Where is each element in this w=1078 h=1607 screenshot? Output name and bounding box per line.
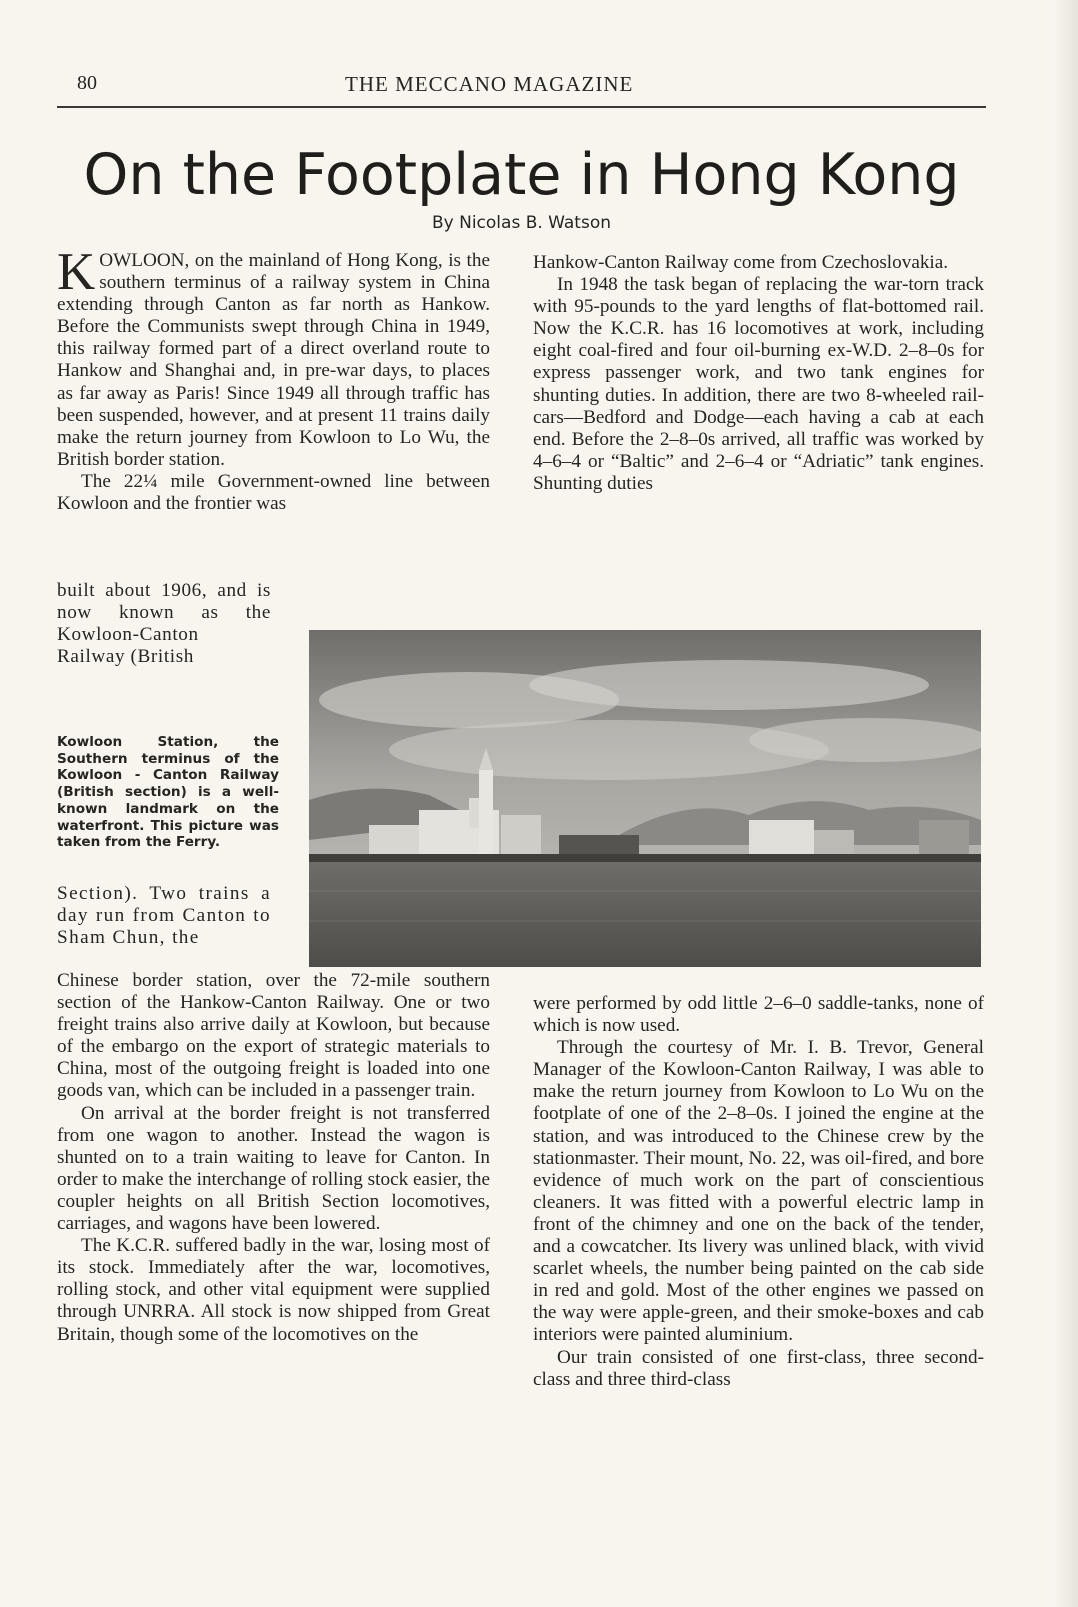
right-column-top: Hankow-Canton Railway come from Czechoslovakia. In 1948 the task began of replacing the war-torn track with 95-pounds to the yard lengths of flat-bottomed rail. Now the K.C.R. has 16 locomotives at work, including eight coal-fired and four oil-burning ex-W.D. 2–8–0s for express passenger work, and two tank engines for shunting duties. In addition, there are two 8-wheeled rail-cars—Bedford and Dodge—each having a cab at each end. Before the 2–8–0s arrived, all traffic was worked by 4–6–4 or “Baltic” and 2–6–4 or “Adriatic” tank engines. Shunting duties: [533, 252, 984, 494]
paragraph-intro: KOWLOON, on the mainland of Hong Kong, is the southern terminus of a railway system in China extending through Canton as far north as Hankow. Before the Communists swept through China in 1949, this railway formed part of a direct overland route to Hankow and Shanghai and, in pre-war days, to places as far away as Paris! Since 1949 all through traffic has been suspended, however, and at present 11 trains daily make the return journey from Kowloon to Lo Wu, the British border station.: [57, 243, 490, 470]
paragraph: In 1948 the task began of replacing the war-torn track with 95-pounds to the yard lengths of flat-bottomed rail. Now the K.C.R. has 16 locomotives at work, including eight coal-fired and four oil-burning ex-W.D. 2–8–0s for express passenger work, and two tank engines for shunting duties. In addition, there are two 8-wheeled rail-cars—Bedford and Dodge—each having a cab at each end. Before the 2–8–0s arrived, all traffic was worked by 4–6–4 or “Baltic” and 2–6–4 or “Adriatic” tank engines. Shunting duties: [533, 274, 984, 494]
kowloon-station-photo: [309, 630, 981, 967]
drop-cap: K: [57, 243, 96, 301]
paragraph: The 22¼ mile Government-owned line between Kowloon and the frontier was: [57, 470, 490, 515]
left-column-narrow-bottom: Section). Two trains a day run from Canton to Sham Chun, the: [57, 883, 271, 949]
article-byline: By Nicolas B. Watson: [431, 213, 612, 233]
magazine-running-head: THE MECCANO MAGAZINE: [345, 72, 634, 96]
header-rule: [57, 106, 986, 108]
paragraph: On arrival at the border freight is not transferred from one wagon to another. Instead the wagon is shunted on to a train waiting to leave for Canton. In order to make the interchange of rolling stock easier, the coupler heights on all British Section locomotives, carriages, and wagons have been lowered.: [57, 1102, 490, 1235]
left-column-bottom: Chinese border station, over the 72-mile southern section of the Hankow-Canton Railway. One or two freight trains also arrive daily at Kowloon, but because of the embargo on the export of strategic materials to China, most of the outgoing freight is loaded into one goods van, which can be included in a passenger train. On arrival at the border freight is not transferred from one wagon to another. Instead the wagon is shunted on to a train waiting to leave for Canton. In order to make the interchange of rolling stock easier, the coupler heights on all British Section locomotives, carriages, and wagons have been lowered. The K.C.R. suffered badly in the war, losing most of its stock. Immediately after the war, locomotives, rolling stock, and other vital equipment were supplied through UNRRA. All stock is now shipped from Great Britain, though some of the locomotives on the: [57, 970, 490, 1345]
page-edge-shadow: [1054, 0, 1078, 1607]
article-title: On the Footplate in Hong Kong: [83, 142, 960, 208]
paragraph: Through the courtesy of Mr. I. B. Trevor, General Manager of the Kowloon-Canton Railway, I was able to make the return journey from Kowloon to Lo Wu on the footplate of one of the 2–8–0s. I joined the engine at the station, and was introduced to the Chinese crew by the stationmaster. Their mount, No. 22, was oil-fired, and bore evidence of much work on the part of conscientious cleaners. It was fitted with a powerful electric lamp in front of the chimney and one on the back of the tender, and a cowcatcher. Its livery was unlined black, with vivid scarlet wheels, the number being painted on the cab side in red and gold. Most of the other engines we passed on the way were apple-green, and their smoke-boxes and cab interiors were painted aluminium.: [533, 1037, 984, 1346]
paragraph: Our train consisted of one first-class, three second-class and three third-class: [533, 1346, 984, 1390]
photo-caption: Kowloon Station, the Southern terminus of the Kowloon - Canton Railway (British section) is a well-known landmark on the waterfront. This picture was taken from the Ferry.: [57, 734, 279, 851]
left-column-narrow-top: built about 1906, and is now known as the Kowloon-Canton Railway (British: [57, 580, 271, 668]
page-number: 80: [77, 72, 97, 94]
paragraph: The K.C.R. suffered badly in the war, losing most of its stock. Immediately after the war, locomotives, rolling stock, and other vital equipment were supplied through UNRRA. All stock is now shipped from Great Britain, though some of the locomotives on the: [57, 1235, 490, 1345]
right-column-bottom: were performed by odd little 2–6–0 saddle-tanks, none of which is now used. Through the courtesy of Mr. I. B. Trevor, General Manager of the Kowloon-Canton Railway, I was able to make the return journey from Kowloon to Lo Wu on the footplate of one of the 2–8–0s. I joined the engine at the station, and was introduced to the Chinese crew by the stationmaster. Their mount, No. 22, was oil-fired, and bore evidence of much work on the part of conscientious cleaners. It was fitted with a powerful electric lamp in front of the chimney and one on the back of the tender, and a cowcatcher. Its livery was unlined black, with vivid scarlet wheels, the number being painted on the cab side in red and gold. Most of the other engines we passed on the way were apple-green, and their smoke-boxes and cab interiors were painted aluminium. Our train consisted of one first-class, three second-class and three third-class: [533, 993, 984, 1390]
left-column-top: [57, 243, 490, 515]
